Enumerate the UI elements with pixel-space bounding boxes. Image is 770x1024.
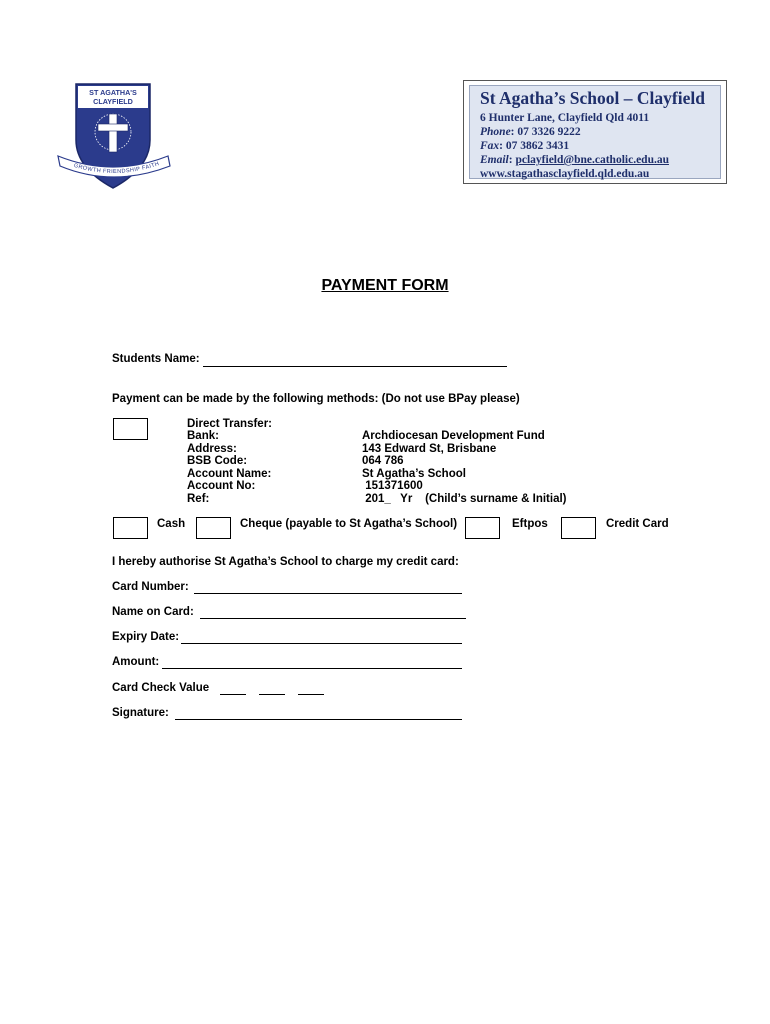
signature-field[interactable] (175, 719, 462, 720)
students-name-field[interactable] (203, 366, 507, 367)
bank-label: Bank: (187, 430, 219, 442)
amount-field[interactable] (162, 668, 462, 669)
credit-card-label: Credit Card (606, 518, 669, 530)
account-no-value: 151371600 (362, 480, 423, 492)
school-email-link[interactable]: pclayfield@bne.catholic.edu.au (515, 154, 669, 166)
amount-label: Amount: (112, 656, 160, 668)
school-fax: Fax: 07 3862 3431 (480, 140, 570, 152)
ref-label: Ref: (187, 493, 210, 505)
cash-checkbox[interactable] (113, 517, 148, 539)
signature-label: Signature: (112, 707, 169, 719)
school-name: St Agatha’s School – Clayfield (480, 88, 705, 108)
credit-card-checkbox[interactable] (561, 517, 596, 539)
cash-label: Cash (157, 518, 186, 530)
card-number-field[interactable] (194, 593, 462, 594)
eftpos-checkbox[interactable] (465, 517, 500, 539)
school-phone: Phone: 07 3326 9222 (480, 126, 581, 138)
payment-methods-text: Payment can be made by the following methods: (Do not use BPay please) (112, 393, 520, 405)
school-email: Email: pclayfield@bne.catholic.edu.au (480, 154, 669, 166)
school-contact-box (463, 80, 727, 184)
school-website[interactable]: www.stagathasclayfield.qld.edu.au (480, 168, 650, 180)
card-check-digit-3[interactable] (298, 694, 324, 695)
card-number-label: Card Number: (112, 581, 189, 593)
cheque-label: Cheque (payable to St Agatha’s School) (240, 518, 458, 530)
card-check-value-label: Card Check Value (112, 682, 210, 694)
direct-transfer-checkbox[interactable] (113, 418, 148, 440)
expiry-date-field[interactable] (181, 643, 462, 644)
school-crest-logo (56, 80, 182, 192)
account-no-label: Account No: (187, 480, 256, 492)
bsb-label: BSB Code: (187, 455, 248, 467)
expiry-date-label: Expiry Date: (112, 631, 180, 643)
authorise-text: I hereby authorise St Agatha’s School to charge my credit card: (112, 556, 459, 568)
address-value: 143 Edward St, Brisbane (362, 443, 497, 455)
svg-text:GROWTH FRIENDSHIP FAITH: GROWTH FRIENDSHIP FAITH (72, 161, 161, 176)
ref-value: 201_ Yr (Child’s surname & Initial) (362, 493, 567, 505)
account-name-value: St Agatha’s School (362, 468, 466, 480)
form-title: PAYMENT FORM (321, 277, 449, 294)
bank-value: Archdiocesan Development Fund (362, 430, 545, 442)
svg-text:CLAYFIELD: CLAYFIELD (93, 97, 133, 106)
svg-text:ST AGATHA'S: ST AGATHA'S (89, 88, 137, 97)
name-on-card-label: Name on Card: (112, 606, 194, 618)
school-address: 6 Hunter Lane, Clayfield Qld 4011 (480, 112, 650, 124)
account-name-label: Account Name: (187, 468, 272, 480)
direct-transfer-heading: Direct Transfer: (187, 418, 273, 430)
cheque-checkbox[interactable] (196, 517, 231, 539)
card-check-digit-1[interactable] (220, 694, 246, 695)
card-check-digit-2[interactable] (259, 694, 285, 695)
students-name-label: Students Name: (112, 353, 200, 365)
address-label: Address: (187, 443, 237, 455)
name-on-card-field[interactable] (200, 618, 466, 619)
bsb-value: 064 786 (362, 455, 404, 467)
eftpos-label: Eftpos (512, 518, 548, 530)
